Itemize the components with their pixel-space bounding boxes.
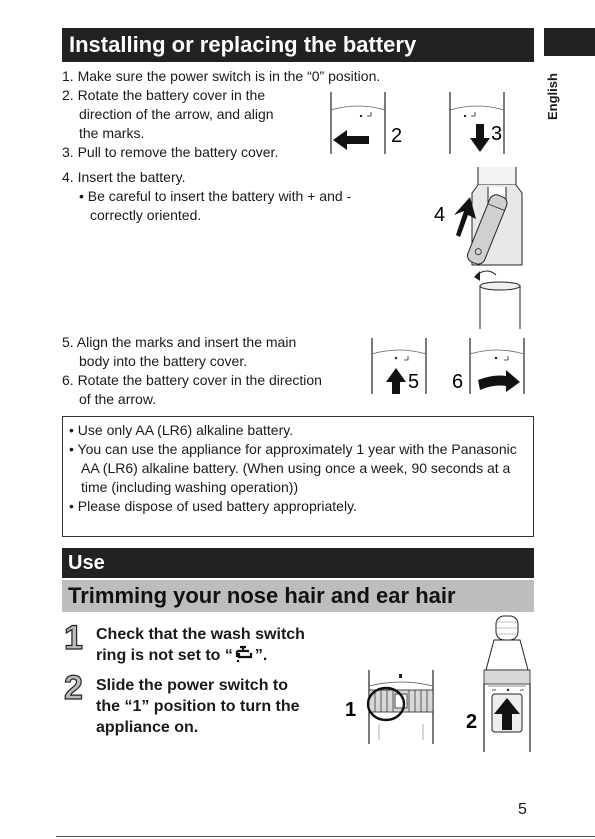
step-4 (62, 168, 422, 225)
step-text: Slide the power switch to (96, 677, 289, 694)
page-number: 5 (518, 801, 527, 818)
figure-align-rotate-cover (366, 336, 534, 398)
use-step-2 (96, 675, 356, 738)
step-text: ring is not set to “ (96, 647, 233, 664)
figure-2 (331, 92, 385, 154)
figure-label-5: 5 (408, 371, 420, 393)
language-tab (542, 60, 564, 122)
step-bullet: • Be careful to insert the battery with + and - (79, 188, 352, 204)
step-number-1: 1 (64, 619, 83, 657)
figure-label-use-1: 1 (345, 699, 357, 721)
faucet-icon (233, 645, 255, 663)
figure-label-3: 3 (491, 123, 503, 145)
step-text: 4. Insert the battery. (62, 169, 186, 185)
step-text: 3. Pull to remove the battery cover. (62, 144, 279, 160)
battery-notes-box (62, 416, 534, 537)
footer-rule (56, 836, 595, 837)
figure-4-insert-battery (430, 165, 530, 330)
step-text: 1. Make sure the power switch is in the “0” position. (62, 68, 381, 84)
step-text: 5. Align the marks and insert the main (62, 334, 297, 350)
language-tab-marker (544, 28, 595, 56)
figure-label-6: 6 (452, 371, 464, 393)
step-text: appliance on. (96, 719, 199, 736)
step-text: Check that the wash switch (96, 626, 305, 643)
step-text: body into the battery cover. (79, 353, 248, 369)
step-text: 6. Rotate the battery cover in the direction (62, 372, 322, 388)
step-text: direction of the arrow, and align (79, 106, 274, 122)
figure-label-4: 4 (434, 204, 446, 226)
figure-6 (470, 338, 524, 394)
subsection-title-trimming: Trimming your nose hair and ear hair (62, 580, 534, 612)
figure-check-wash-switch (343, 664, 443, 744)
section-title-battery: Installing or replacing the battery (62, 28, 534, 62)
note-item: • Please dispose of used battery appropriately. (69, 498, 357, 514)
steps-5-6 (62, 333, 372, 409)
note-item: • You can use the appliance for approximately 1 year with the Panasonic AA (LR6) alkaline battery. (When using once a week, 90 seconds at a time (including washing operation)) (69, 441, 517, 495)
step-text-line (96, 645, 356, 666)
step-text: the marks. (79, 125, 145, 141)
note-item: • Use only AA (LR6) alkaline battery. (69, 422, 294, 438)
figure-slide-power-switch (466, 614, 536, 754)
language-label: English (545, 73, 560, 120)
step-text: of the arrow. (79, 391, 157, 407)
figure-label-use-2: 2 (466, 711, 478, 733)
use-step-1 (96, 624, 356, 666)
step-number-2: 2 (64, 669, 83, 707)
section-title-use: Use (62, 548, 534, 578)
step-text: ”. (254, 647, 268, 664)
step-text: correctly oriented. (90, 207, 202, 223)
figure-label-2: 2 (391, 125, 403, 147)
step-text: 2. Rotate the battery cover in the (62, 87, 266, 103)
figure-rotate-remove-cover (325, 88, 525, 160)
step-text: the “1” position to turn the (96, 698, 300, 715)
